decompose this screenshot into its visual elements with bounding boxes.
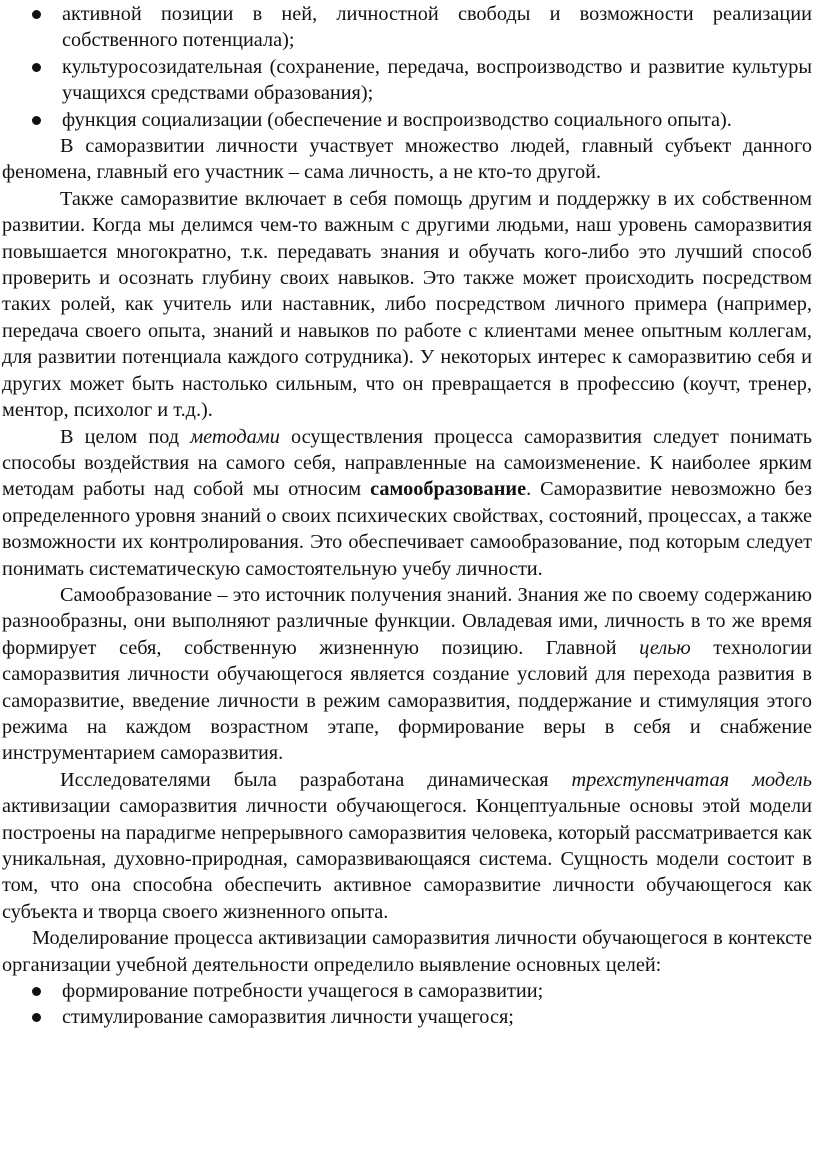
paragraph-text: осуществления процесса саморазвития следует понимать способы воздействия на самого себя, направленные на самоизменение. К наиболее ярким методам работы над собой мы относим xyxy=(2,425,812,501)
paragraph-text: В целом под xyxy=(60,425,191,448)
bullet-icon xyxy=(32,987,41,996)
list-item-text: активной позиции в ней, личностной свободы и возможности реализации собственного потенциала); xyxy=(62,3,812,52)
list-item-text: формирование потребности учащегося в саморазвитии; xyxy=(62,980,544,1003)
list-item xyxy=(2,54,812,107)
emphasis-methods: методами xyxy=(190,425,280,448)
paragraph-self-development-participants: В саморазвитии личности участвует множество людей, главный субъект данного феномена, главный его участник – сама личность, а не кто-то другой. xyxy=(2,135,812,184)
list-item-text: функция социализации (обеспечение и воспроизводство социального опыта). xyxy=(62,108,732,131)
paragraph-three-stage-model xyxy=(2,767,812,925)
paragraph-text: технологии саморазвития личности обучающегося является создание условий для перехода развития в саморазвитие, введение личности в режим саморазвития, поддержание и стимуляция этого режима на каждом возрастном этапе, формирование веры в себя и снабжение инструментарием саморазвития. xyxy=(2,636,812,765)
document-content xyxy=(2,1,812,1031)
list-item xyxy=(2,1,812,54)
top-bullet-list xyxy=(2,1,812,133)
bullet-icon xyxy=(32,116,41,125)
bullet-icon xyxy=(32,1013,41,1022)
paragraph-text: активизации саморазвития личности обучающегося. Концептуальные основы этой модели построены на парадигме непрерывного саморазвития человека, который рассматривается как уникальная, духовно-природная, саморазвивающаяся система. Сущность модели состоит в том, что она способна обеспечить активное саморазвитие личности обучающегося как субъекта и творца своего жизненного опыта. xyxy=(2,795,812,923)
paragraph-text: . Саморазвитие невозможно без определенного уровня знаний о своих психических свойствах, состояний, процессах, а также возможности их контролирования. Это обеспечивает самообразование, под которым следует понимать систематическую самостоятельную учебу личности. xyxy=(2,478,812,580)
paragraph-helping-others: Также саморазвитие включает в себя помощь другим и поддержку в их собственном развитии. Когда мы делимся чем-то важным с другими людьми, наш уровень саморазвития повышается многократно, т.к. передавать знания и обучать кого-либо это лучший способ проверить и осознать глубину своих навыков. Это также может происходить посредством таких ролей, как учитель или наставник, либо посредством личного примера (например, передача своего опыта, знаний и навыков по работе с клиентами менее опытным коллегам, для развитии потенциала каждого сотрудника). У некоторых интерес к саморазвитию себя и других может быть настолько сильным, что он превращается в профессию (коучт, тренер, ментор, психолог и т.д.). xyxy=(2,187,812,422)
emphasis-model: трехступенчатая модель xyxy=(571,768,812,791)
paragraph-self-education xyxy=(2,582,812,767)
list-item xyxy=(2,107,812,133)
list-item-text: культуросозидательная (сохранение, передача, воспроизводство и развитие культуры учащихся средствами образования); xyxy=(62,55,812,105)
list-item-text: стимулирование саморазвития личности учащегося; xyxy=(62,1006,514,1029)
bottom-bullet-list xyxy=(2,978,812,1031)
list-item xyxy=(2,1004,812,1030)
strong-self-education: самообразование xyxy=(370,478,527,501)
emphasis-goal: целью xyxy=(639,636,691,659)
bullet-icon xyxy=(32,10,41,19)
paragraph-text: Исследователями была разработана динамическая xyxy=(60,768,572,791)
paragraph-modeling: Моделирование процесса активизации саморазвития личности обучающегося в контексте организации учебной деятельности определило выявление основных целей: xyxy=(2,927,812,976)
paragraph-methods xyxy=(2,424,812,582)
bullet-icon xyxy=(32,63,41,72)
list-item xyxy=(2,978,812,1004)
paragraph-text: Самообразование – это источник получения знаний. Знания же по своему содержанию разнообразны, они выполняют различные функции. Овладевая ими, личность в то же время формирует себя, собственную жизненную позицию. Главной xyxy=(2,583,812,659)
